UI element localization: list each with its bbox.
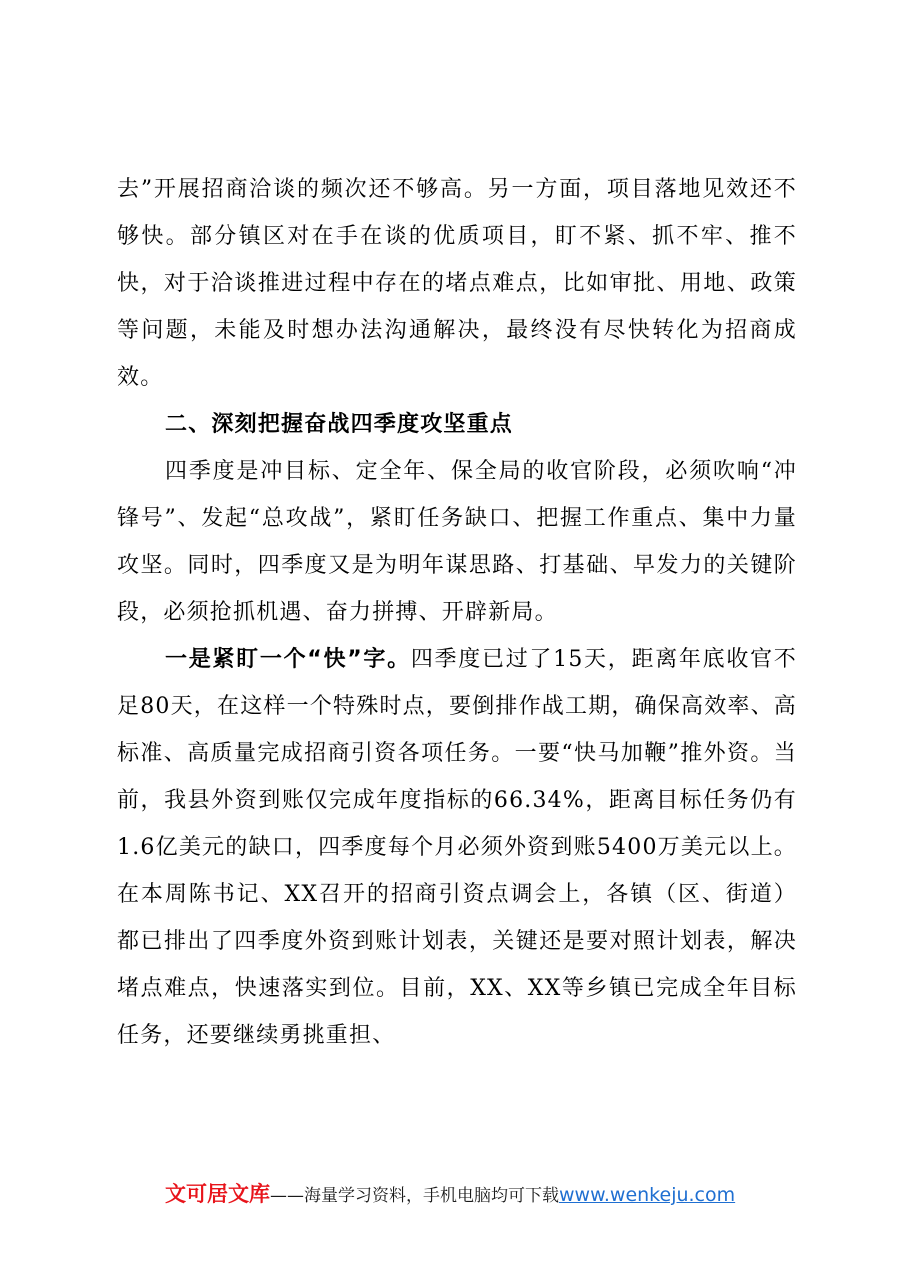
footer-tagline: ——海量学习资料，手机电脑均可下载 bbox=[270, 1186, 559, 1206]
footer-banner bbox=[165, 1180, 805, 1210]
paragraph-lead-phrase: 一是紧盯一个“快”字。 bbox=[165, 647, 411, 672]
paragraph-point-one-body: 四季度已过了15天，距离年底收官不足80天，在这样一个特殊时点，要倒排作战工期，确保高效率、高标准、高质量完成招商引资各项任务。一要“快马加鞭”推外资。当前，我县外资到账仅完成年度指标的66.34%，距离目标任务仍有1.6亿美元的缺口，四季度每个月必须外资到账5400万美元以上。在本周陈书记、XX召开的招商引资点调会上，各镇（区、街道）都已排出了四季度外资到账计划表，关键还是要对照计划表，解决堵点难点，快速落实到位。目前，XX、XX等乡镇已完成全年目标任务，还要继续勇挑重担、 bbox=[117, 647, 797, 1048]
paragraph-point-one bbox=[117, 636, 797, 1059]
document-body bbox=[117, 166, 797, 1059]
section-heading: 二、深刻把握奋战四季度攻坚重点 bbox=[165, 412, 514, 437]
footer-brand: 文可居文库 bbox=[165, 1182, 270, 1206]
paragraph-continuation: 去”开展招商洽谈的频次还不够高。另一方面，项目落地见效还不够快。部分镇区对在手在谈的优质项目，盯不紧、抓不牢、推不快，对于洽谈推进过程中存在的堵点难点，比如审批、用地、政策等问题，未能及时想办法沟通解决，最终没有尽快转化为招商成效。 bbox=[117, 177, 797, 390]
footer-website-link[interactable]: www.wenkeju.com bbox=[559, 1184, 736, 1206]
paragraph-quarter-four: 四季度是冲目标、定全年、保全局的收官阶段，必须吹响“冲锋号”、发起“总攻战”，紧盯任务缺口、把握工作重点、集中力量攻坚。同时，四季度又是为明年谋思路、打基础、早发力的关键阶段，必须抢抓机遇、奋力拼搏、开辟新局。 bbox=[117, 459, 797, 625]
